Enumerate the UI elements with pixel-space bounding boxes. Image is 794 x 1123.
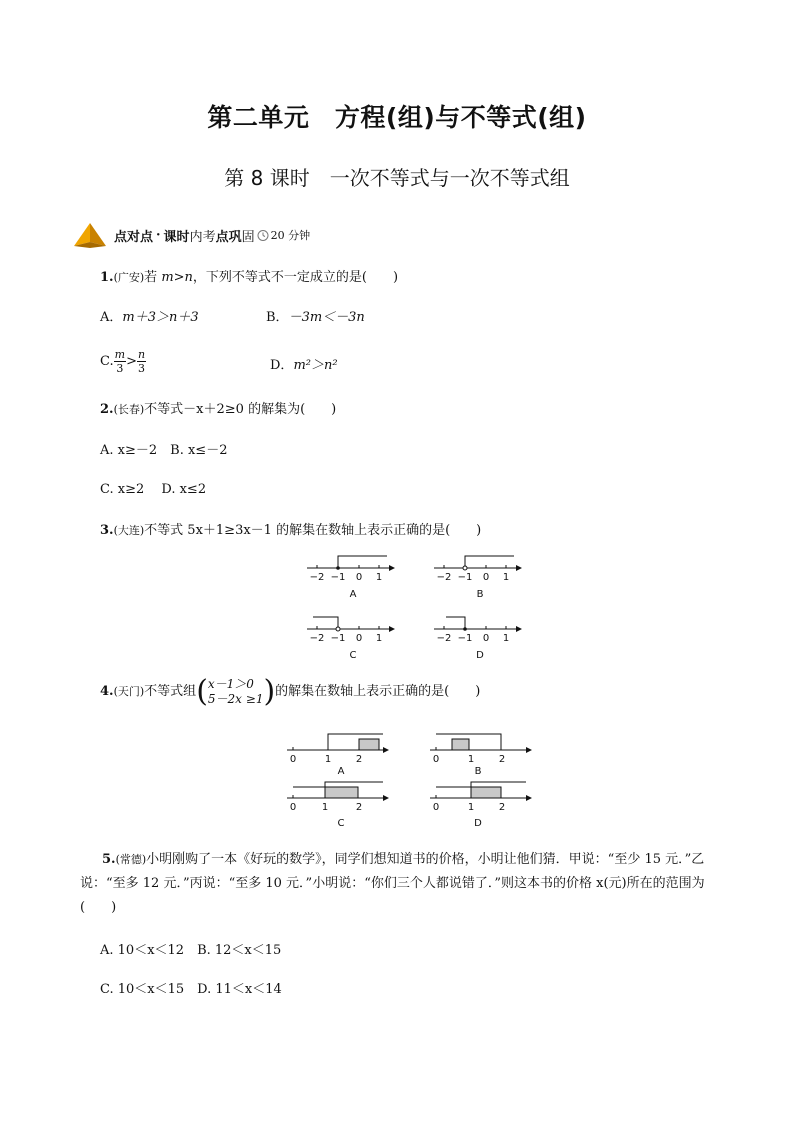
q1-option-d (270, 356, 338, 376)
q3d-tick-1: −2 (436, 633, 452, 644)
q4d-tick-1: 0 (432, 802, 440, 813)
q1-d-text: m²＞n² (293, 358, 338, 373)
q1-c-frac1: $\frac{m}{3}$ (114, 348, 126, 375)
q3-label-c: C (349, 650, 357, 661)
q3b-tick-2: −1 (457, 572, 473, 583)
q3b-tick-1: −2 (436, 572, 452, 583)
q1-var-n: n (184, 270, 193, 285)
q5-source: (常德) (115, 853, 147, 866)
q4a-tick-3: 2 (355, 754, 363, 765)
q2-stem (100, 400, 336, 420)
q5-stem (80, 848, 720, 920)
q3-numberline-c (305, 613, 395, 661)
q5-number: 5. (102, 852, 116, 867)
q4-label-c: C (337, 818, 345, 829)
q3d-tick-3: 0 (482, 633, 490, 644)
q3d-tick-4: 1 (502, 633, 510, 644)
q1-stem-b: ，下列不等式不一定成立的是( ) (192, 270, 399, 285)
q3-source: (大连) (113, 524, 145, 537)
q4c-tick-1: 0 (289, 802, 297, 813)
q5-options-cd: C. 10＜x＜15 D. 11＜x＜14 (100, 982, 282, 997)
q5-text: 小明刚购了一本《好玩的数学》，同学们想知道书的价格，小明让他们猜．甲说：“至少 15 元．”乙说：“至多 12 元．”丙说：“至多 10 元．”小明说：“你们三个人都说错了．”则这本书的价格 x(元)所在的范围为( ) (80, 852, 705, 915)
q1-stem (100, 268, 398, 288)
q5-options-ab: A. 10＜x＜12 B. 12＜x＜15 (100, 943, 282, 958)
pyramid-icon (72, 222, 108, 248)
q4c-tick-3: 2 (355, 802, 363, 813)
q4-stem-a: 不等式组 (144, 684, 197, 699)
q1-c-rel: > (126, 354, 137, 369)
q2-options-ab: A. x≥－2 B. x≤－2 (100, 443, 228, 458)
q1-c-frac2: $\frac{n}{3}$ (137, 348, 146, 375)
q1-stem-a: 若 (144, 270, 162, 285)
q1-c-label: C. (100, 354, 114, 369)
q4a-tick-1: 0 (289, 754, 297, 765)
q3c-tick-1: −2 (309, 633, 325, 644)
q4-eq2: 5－2x ≥1 (207, 692, 264, 706)
q1-var-m: m (161, 270, 174, 285)
q4b-tick-1: 0 (432, 754, 440, 765)
q4c-tick-2: 1 (321, 802, 329, 813)
q1-rel: > (173, 270, 185, 285)
q4-label-b: B (474, 766, 482, 777)
q4-numberline-d (428, 778, 533, 830)
q3a-tick-3: 0 (355, 572, 363, 583)
q3-number: 3. (100, 523, 114, 538)
q3b-tick-3: 0 (482, 572, 490, 583)
section-part3: 内考 (189, 229, 216, 245)
q3-numberline-d (432, 613, 522, 661)
lesson-title: 第 8 课时 一次不等式与一次不等式组 (224, 166, 570, 190)
q4-stem (100, 674, 481, 709)
q3c-tick-2: −1 (330, 633, 346, 644)
q4b-tick-2: 1 (467, 754, 475, 765)
q1-b-label: B． (266, 310, 289, 325)
q4-numberline-a (285, 730, 390, 778)
q2-options-cd: C. x≥2 D. x≤2 (100, 482, 207, 497)
section-header (72, 222, 310, 248)
q2-number: 2. (100, 402, 114, 417)
q3-label-a: A (349, 589, 357, 600)
q1-number: 1. (100, 270, 114, 285)
q1-option-b (266, 308, 365, 328)
section-time: 20 分钟 (270, 229, 311, 242)
q3-numberline-b (432, 552, 522, 600)
q1-source: (广安) (113, 271, 145, 284)
q3a-tick-1: −2 (309, 572, 325, 583)
q1-option-c (100, 348, 146, 375)
q3-label-b: B (476, 589, 484, 600)
q4d-tick-2: 1 (467, 802, 475, 813)
section-part1: 点对点 (114, 229, 154, 245)
q1-option-a (100, 308, 199, 328)
q4a-tick-2: 1 (324, 754, 332, 765)
q3b-tick-4: 1 (502, 572, 510, 583)
q3-stem-text: 不等式 5x＋1≥3x－1 的解集在数轴上表示正确的是( ) (144, 523, 482, 538)
section-part2: 课时 (163, 229, 190, 245)
q4-stem-b: 的解集在数轴上表示正确的是( ) (275, 684, 481, 699)
q4-eq1: x－1＞0 (207, 677, 254, 691)
section-part4: 点巩 (215, 229, 242, 245)
q2-source: (长春) (113, 403, 145, 416)
q4-source: (天门) (113, 685, 145, 698)
q4b-tick-3: 2 (498, 754, 506, 765)
section-part5: 固 (241, 229, 255, 245)
q3c-tick-4: 1 (375, 633, 383, 644)
q1-d-label: D． (270, 358, 294, 373)
q4-number: 4. (100, 684, 114, 699)
q4-label-d: D (474, 818, 482, 829)
q3a-tick-4: 1 (375, 572, 383, 583)
q3d-tick-2: −1 (457, 633, 473, 644)
clock-icon (257, 229, 269, 241)
unit-title: 第二单元 方程(组)与不等式(组) (207, 103, 587, 132)
q4-numberline-c (285, 778, 390, 830)
q4-numberline-b (428, 730, 533, 778)
q4-label-a: A (337, 766, 345, 777)
q3c-tick-3: 0 (355, 633, 363, 644)
q3-numberline-a (305, 552, 395, 600)
q2-stem-text: 不等式－x＋2≥0 的解集为( ) (144, 402, 337, 417)
q3-stem (100, 521, 481, 541)
q4d-tick-3: 2 (498, 802, 506, 813)
q3a-tick-2: −1 (330, 572, 346, 583)
q3-label-d: D (476, 650, 484, 661)
q4-system: ( x－1＞0 5－2x ≥1 ) (196, 674, 276, 709)
q1-b-text: －3m＜－3n (288, 310, 365, 325)
q1-a-label: A． (100, 310, 123, 325)
q1-a-text: m＋3＞n＋3 (122, 310, 199, 325)
section-dot: · (156, 227, 161, 243)
